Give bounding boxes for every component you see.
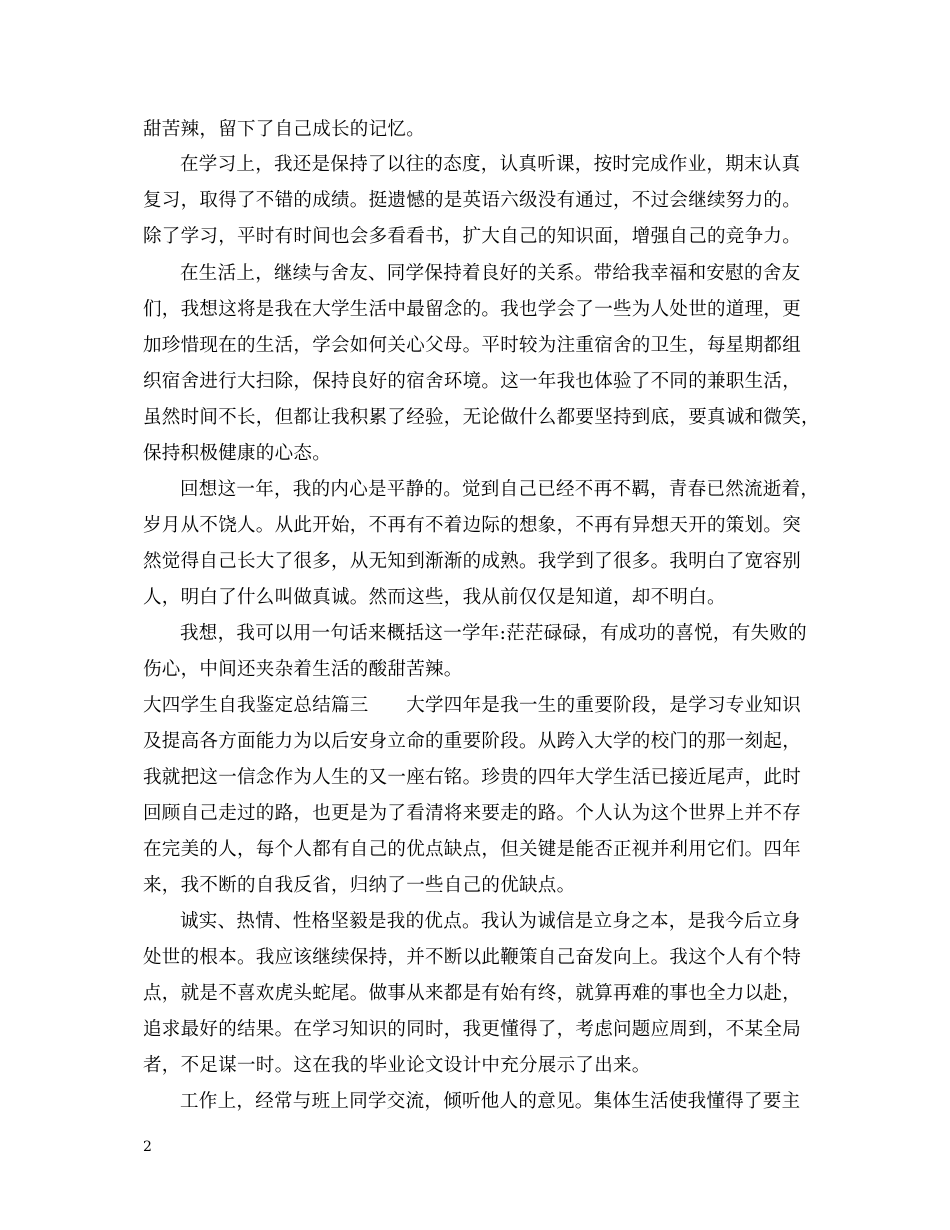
text-line: 除了学习，平时有时间也会多看看书，扩大自己的知识面，增强自己的竞争力。 xyxy=(143,226,802,247)
text-line: 者，不足谋一时。这在我的毕业论文设计中充分展示了出来。 xyxy=(143,1055,651,1076)
text-line: 追求最好的结果。在学习知识的同时，我更懂得了，考虑问题应周到，不某全局 xyxy=(143,1019,802,1040)
text-line: 在完美的人，每个人都有自己的优点缺点，但关键是能否正视并利用它们。四年 xyxy=(143,839,802,860)
text-line: 伤心，中间还夹杂着生活的酸甜苦辣。 xyxy=(143,659,463,680)
text-line: 岁月从不饶人。从此开始，不再有不着边际的想象，不再有异想天开的策划。突 xyxy=(143,515,802,536)
text-line: 保持积极健康的心态。 xyxy=(143,443,332,464)
text-line: 及提高各方面能力为以后安身立命的重要阶段。从跨入大学的校门的那一刻起， xyxy=(143,731,802,752)
text-line: 织宿舍进行大扫除，保持良好的宿舍环境。这一年我也体验了不同的兼职生活， xyxy=(143,371,802,392)
paragraph-first-line: 诚实、热情、性格坚毅是我的优点。我认为诚信是立身之本，是我今后立身 xyxy=(180,911,801,932)
text-line: 们，我想这将是我在大学生活中最留念的。我也学会了一些为人处世的道理，更 xyxy=(143,299,802,320)
text-line: 虽然时间不长，但都让我积累了经验，无论做什么都要坚持到底，要真诚和微笑， xyxy=(143,407,820,428)
section-heading-line: 大四学生自我鉴定总结篇三 大学四年是我一生的重要阶段，是学习专业知识 xyxy=(143,695,802,716)
page-number: 2 xyxy=(143,1139,152,1155)
text-line: 然觉得自己长大了很多，从无知到渐渐的成熟。我学到了很多。我明白了宽容别 xyxy=(143,551,802,572)
text-line: 加珍惜现在的生活，学会如何关心父母。平时较为注重宿舍的卫生，每星期都组 xyxy=(143,335,802,356)
paragraph-first-line: 在生活上，继续与舍友、同学保持着良好的关系。带给我幸福和安慰的舍友 xyxy=(180,263,801,284)
text-line: 人，明白了什么叫做真诚。然而这些，我从前仅仅是知道，却不明白。 xyxy=(143,587,726,608)
text-line: 处世的根本。我应该继续保持，并不断以此鞭策自己奋发向上。我这个人有个特 xyxy=(143,947,802,968)
text-line: 复习，取得了不错的成绩。挺遗憾的是英语六级没有通过，不过会继续努力的。 xyxy=(143,190,802,211)
paragraph-first-line: 我想，我可以用一句话来概括这一学年:茫茫碌碌，有成功的喜悦，有失败的 xyxy=(180,623,807,644)
text-line: 回顾自己走过的路，也更是为了看清将来要走的路。个人认为这个世界上并不存 xyxy=(143,803,802,824)
paragraph-first-line: 回想这一年，我的内心是平静的。觉到自己已经不再不羁，青春已然流逝着， xyxy=(180,479,820,500)
text-line: 点，就是不喜欢虎头蛇尾。做事从来都是有始有终，就算再难的事也全力以赴， xyxy=(143,983,802,1004)
paragraph-first-line: 在学习上，我还是保持了以往的态度，认真听课，按时完成作业，期末认真 xyxy=(180,154,801,175)
text-line: 来，我不断的自我反省，归纳了一些自己的优缺点。 xyxy=(143,875,576,896)
text-line: 我就把这一信念作为人生的又一座右铭。珍贵的四年大学生活已接近尾声，此时 xyxy=(143,767,802,788)
text-line: 甜苦辣，留下了自己成长的记忆。 xyxy=(143,119,426,140)
paragraph-first-line: 工作上，经常与班上同学交流，倾听他人的意见。集体生活使我懂得了要主 xyxy=(180,1091,801,1112)
